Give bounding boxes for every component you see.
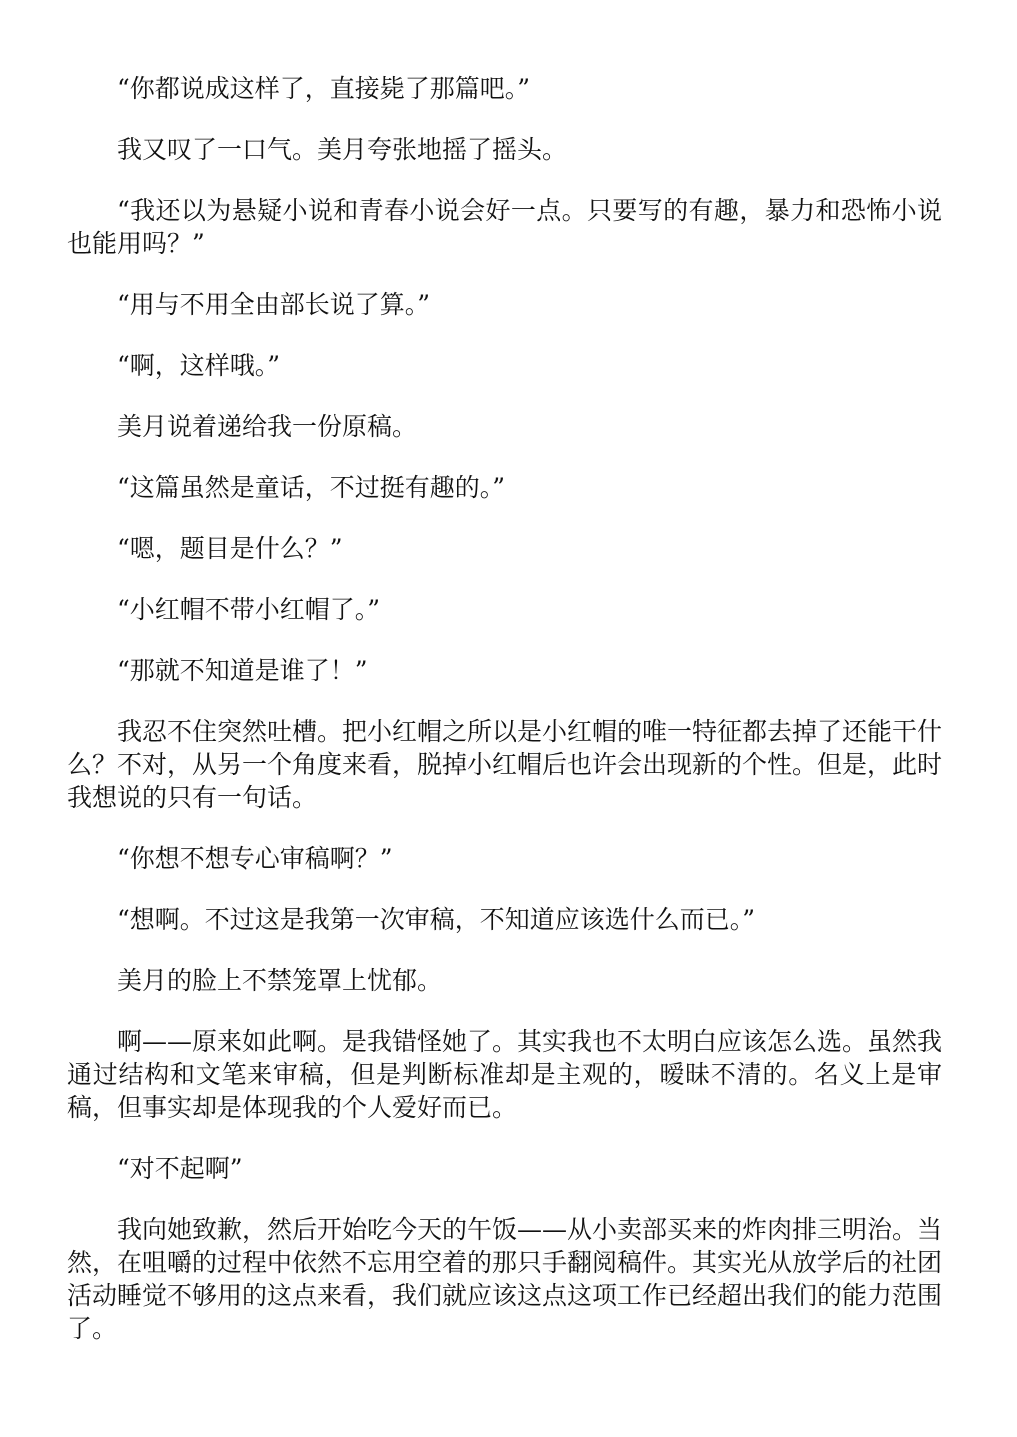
paragraph-15: 啊——原来如此啊。是我错怪她了。其实我也不太明白应该怎么选。虽然我通过结构和文笔来审稿，但是判断标准却是主观的，暧昧不清的。名义上是审稿，但事实却是体现我的个人爱好而已。 <box>67 1027 943 1122</box>
paragraph-11: 我忍不住突然吐槽。把小红帽之所以是小红帽的唯一特征都去掉了还能干什么？不对，从另一个角度来看，脱掉小红帽后也许会出现新的个性。但是，此时我想说的只有一句话。 <box>67 717 943 812</box>
paragraph-10: “那就不知道是谁了！” <box>117 656 368 685</box>
paragraph-12: “你想不想专心审稿啊？” <box>117 844 393 873</box>
paragraph-9: “小红帽不带小红帽了。” <box>117 595 381 624</box>
document-page <box>67 72 942 1373</box>
paragraph-6: 美月说着递给我一份原稿。 <box>117 412 418 441</box>
paragraph-5: “啊，这样哦。” <box>117 351 281 380</box>
paragraph-7: “这篇虽然是童话，不过挺有趣的。” <box>117 473 506 502</box>
paragraph-1: “你都说成这样了，直接毙了那篇吧。” <box>117 74 531 103</box>
paragraph-3: “我还以为悬疑小说和青春小说会好一点。只要写的有趣，暴力和恐怖小说也能用吗？” <box>67 196 942 258</box>
paragraph-13: “想啊。不过这是我第一次审稿，不知道应该选什么而已。” <box>117 905 756 934</box>
paragraph-14: 美月的脸上不禁笼罩上忧郁。 <box>117 966 443 995</box>
paragraph-2: 我又叹了一口气。美月夸张地摇了摇头。 <box>117 135 568 164</box>
paragraph-16: “对不起啊” <box>117 1154 243 1183</box>
paragraph-17: 我向她致歉，然后开始吃今天的午饭——从小卖部买来的炸肉排三明治。当然，在咀嚼的过程中依然不忘用空着的那只手翻阅稿件。其实光从放学后的社团活动睡觉不够用的这点来看，我们就应该这点这项工作已经超出我们的能力范围了。 <box>67 1215 943 1343</box>
paragraph-8: “嗯，题目是什么？” <box>117 534 343 563</box>
paragraph-4: “用与不用全由部长说了算。” <box>117 290 431 319</box>
